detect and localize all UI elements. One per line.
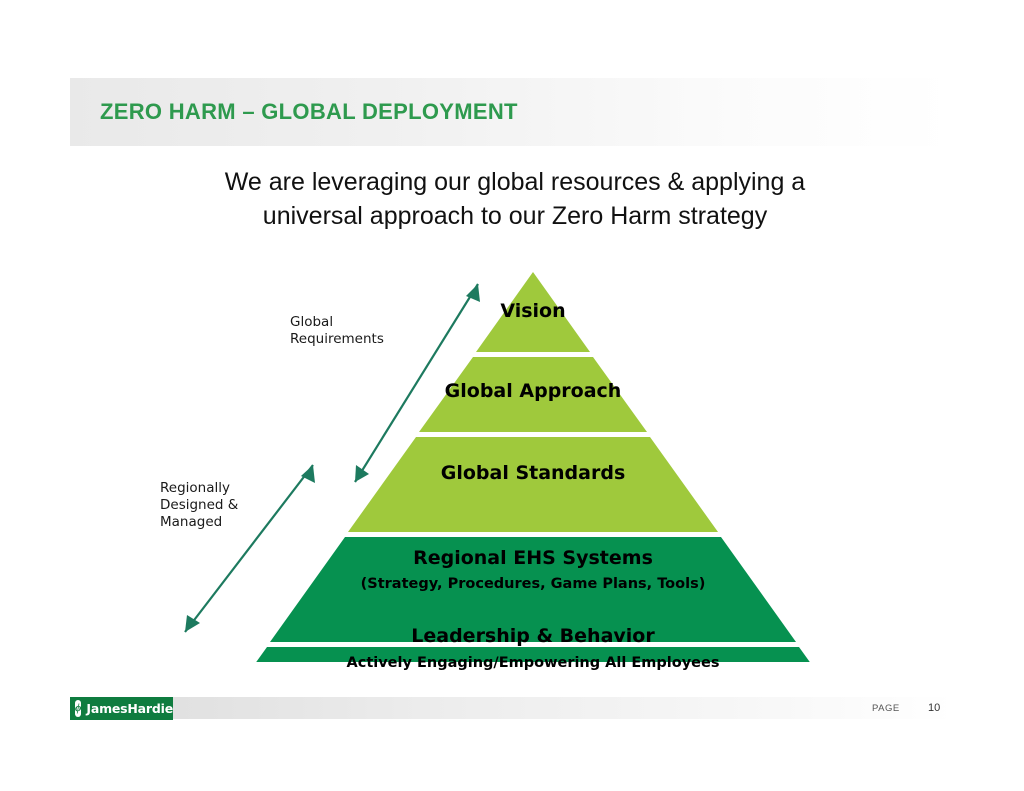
annotation-regionally-managed-line-3: Managed [160, 514, 223, 530]
annotation-regionally-managed-line-2: Designed & [160, 497, 239, 513]
pyramid-tier-3-shape [348, 437, 718, 532]
pyramid-diagram [150, 262, 910, 671]
annotation-regionally-managed-line-1: Regionally [160, 480, 230, 496]
james-hardie-logo-text: JamesHardie [86, 701, 173, 716]
james-hardie-logo-icon: ϕ [75, 700, 81, 717]
slide-subtitle [120, 165, 910, 233]
pyramid-tier-3-label: Global Standards [440, 462, 626, 484]
subtitle-line-2: universal approach to our Zero Harm strategy [262, 202, 768, 230]
pyramid-tier-1-label: Vision [500, 300, 566, 322]
subtitle-line-1: We are leveraging our global resources & applying a [224, 168, 806, 196]
james-hardie-logo [70, 697, 173, 720]
pyramid-tier-2-label: Global Approach [444, 380, 622, 402]
page-label: PAGE [872, 703, 900, 714]
pyramid-tier-4-sublabel: (Strategy, Procedures, Game Plans, Tools) [360, 576, 706, 592]
page-title: ZERO HARM – GLOBAL DEPLOYMENT [100, 99, 518, 124]
regionally-managed-arrowhead-bottom [185, 615, 200, 632]
regionally-managed-arrowhead-top [301, 465, 315, 483]
pyramid-tier-5-label: Leadership & Behavior [411, 625, 655, 647]
annotation-regionally-managed [160, 480, 300, 531]
pyramid-tier-5-sublabel: Actively Engaging/Empowering All Employees [346, 655, 720, 671]
pyramid-tier-4-label: Regional EHS Systems [413, 547, 653, 569]
annotation-global-requirements [290, 314, 420, 348]
footer-band [70, 697, 954, 719]
global-requirements-arrowhead-bottom [355, 465, 369, 482]
page-number: 10 [928, 702, 941, 714]
annotation-global-requirements-line-1: Global [290, 314, 334, 330]
annotation-global-requirements-line-2: Requirements [290, 331, 384, 347]
